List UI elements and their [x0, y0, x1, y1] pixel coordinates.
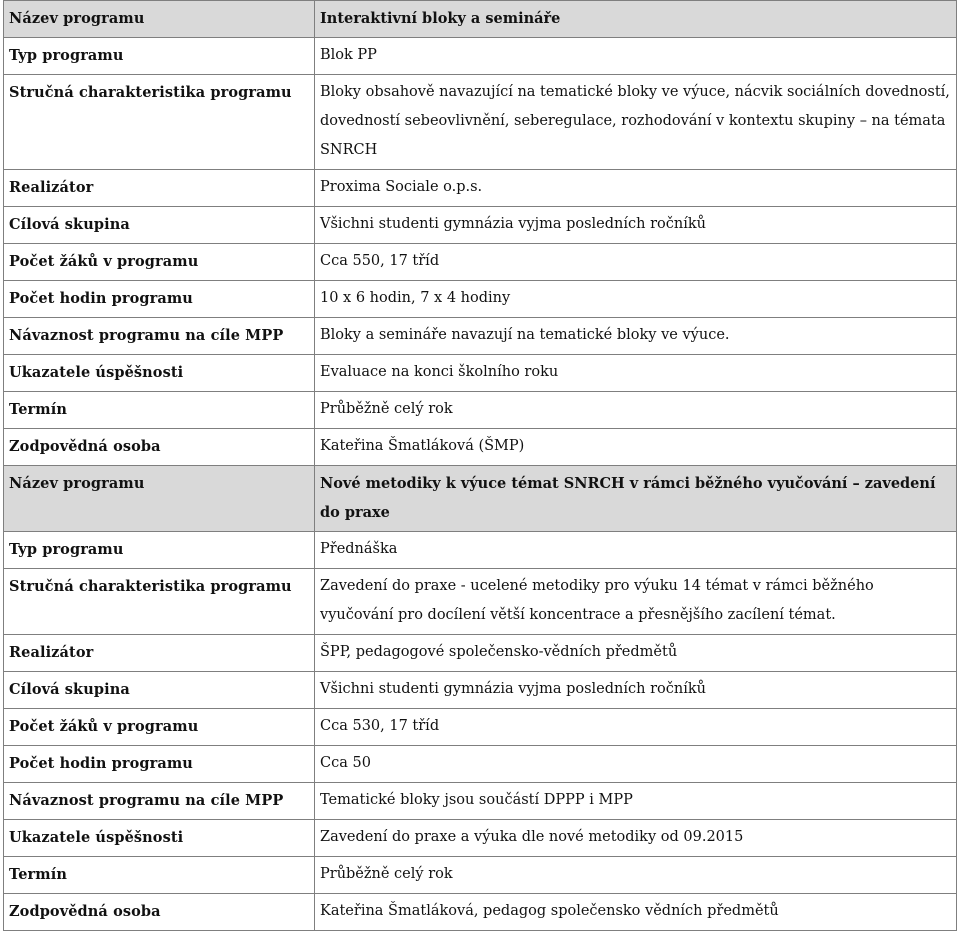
table-row: [4, 746, 957, 783]
row-value-nazev-programu: Nové metodiky k výuce témat SNRCH v rámci běžného vyučování – zavedení do praxe: [315, 466, 957, 532]
row-value-pocet-hodin-programu: 10 x 6 hodin, 7 x 4 hodiny: [315, 281, 957, 318]
row-label-nazev-programu: Název programu: [4, 466, 315, 532]
table-row: [4, 820, 957, 857]
row-value-typ-programu: Přednáška: [315, 532, 957, 569]
table-row: [4, 355, 957, 392]
row-label-nazev-programu: Název programu: [4, 1, 315, 38]
table-row: [4, 635, 957, 672]
row-value-pocet-hodin-programu: Cca 50: [315, 746, 957, 783]
table-row: [4, 672, 957, 709]
row-value-typ-programu: Blok PP: [315, 38, 957, 75]
table-row: [4, 709, 957, 746]
table-row: [4, 1, 957, 38]
row-label-pocet-zaku-v-programu: Počet žáků v programu: [4, 709, 315, 746]
row-value-cilova-skupina: Všichni studenti gymnázia vyjma posledních ročníků: [315, 207, 957, 244]
table-row: [4, 75, 957, 170]
table-row: [4, 318, 957, 355]
row-label-strucna-charakteristika-programu: Stručná charakteristika programu: [4, 75, 315, 170]
row-value-zodpovedna-osoba: Kateřina Šmatláková, pedagog společensko vědních předmětů: [315, 894, 957, 931]
table-row: [4, 569, 957, 635]
row-label-zodpovedna-osoba: Zodpovědná osoba: [4, 429, 315, 466]
table-row: [4, 466, 957, 532]
row-label-pocet-hodin-programu: Počet hodin programu: [4, 746, 315, 783]
row-label-ukazatele-uspesnosti: Ukazatele úspěšnosti: [4, 820, 315, 857]
table-row: [4, 857, 957, 894]
row-label-navaznost-programu-na-cile-mpp: Návaznost programu na cíle MPP: [4, 783, 315, 820]
row-value-strucna-charakteristika-programu: Bloky obsahově navazující na tematické bloky ve výuce, nácvik sociálních dovedností, dovedností sebeovlivnění, seberegulace, rozhodování v kontextu skupiny – na témata SNRCH: [315, 75, 957, 170]
row-label-typ-programu: Typ programu: [4, 532, 315, 569]
row-value-pocet-zaku-v-programu: Cca 530, 17 tříd: [315, 709, 957, 746]
program-table-body: [4, 1, 957, 931]
table-row: [4, 392, 957, 429]
row-value-navaznost-programu-na-cile-mpp: Tematické bloky jsou součástí DPPP i MPP: [315, 783, 957, 820]
row-value-navaznost-programu-na-cile-mpp: Bloky a semináře navazují na tematické bloky ve výuce.: [315, 318, 957, 355]
table-row: [4, 532, 957, 569]
row-label-termin: Termín: [4, 392, 315, 429]
row-label-navaznost-programu-na-cile-mpp: Návaznost programu na cíle MPP: [4, 318, 315, 355]
row-value-strucna-charakteristika-programu: Zavedení do praxe - ucelené metodiky pro výuku 14 témat v rámci běžného vyučování pro docílení větší koncentrace a přesnějšího zacílení témat.: [315, 569, 957, 635]
row-label-cilova-skupina: Cílová skupina: [4, 672, 315, 709]
row-value-ukazatele-uspesnosti: Evaluace na konci školního roku: [315, 355, 957, 392]
row-label-pocet-zaku-v-programu: Počet žáků v programu: [4, 244, 315, 281]
program-table: [3, 0, 957, 931]
row-label-realizator: Realizátor: [4, 170, 315, 207]
row-value-termin: Průběžně celý rok: [315, 392, 957, 429]
row-value-ukazatele-uspesnosti: Zavedení do praxe a výuka dle nové metodiky od 09.2015: [315, 820, 957, 857]
row-label-ukazatele-uspesnosti: Ukazatele úspěšnosti: [4, 355, 315, 392]
row-value-realizator: Proxima Sociale o.p.s.: [315, 170, 957, 207]
row-label-typ-programu: Typ programu: [4, 38, 315, 75]
row-label-termin: Termín: [4, 857, 315, 894]
table-row: [4, 38, 957, 75]
row-value-realizator: ŠPP, pedagogové společensko-vědních předmětů: [315, 635, 957, 672]
row-value-cilova-skupina: Všichni studenti gymnázia vyjma posledních ročníků: [315, 672, 957, 709]
row-value-nazev-programu: Interaktivní bloky a semináře: [315, 1, 957, 38]
row-value-termin: Průběžně celý rok: [315, 857, 957, 894]
table-row: [4, 170, 957, 207]
row-value-pocet-zaku-v-programu: Cca 550, 17 tříd: [315, 244, 957, 281]
table-row: [4, 429, 957, 466]
row-value-zodpovedna-osoba: Kateřina Šmatláková (ŠMP): [315, 429, 957, 466]
row-label-zodpovedna-osoba: Zodpovědná osoba: [4, 894, 315, 931]
table-row: [4, 244, 957, 281]
row-label-cilova-skupina: Cílová skupina: [4, 207, 315, 244]
table-row: [4, 894, 957, 931]
table-row: [4, 207, 957, 244]
row-label-realizator: Realizátor: [4, 635, 315, 672]
row-label-pocet-hodin-programu: Počet hodin programu: [4, 281, 315, 318]
row-label-strucna-charakteristika-programu: Stručná charakteristika programu: [4, 569, 315, 635]
table-row: [4, 281, 957, 318]
table-row: [4, 783, 957, 820]
